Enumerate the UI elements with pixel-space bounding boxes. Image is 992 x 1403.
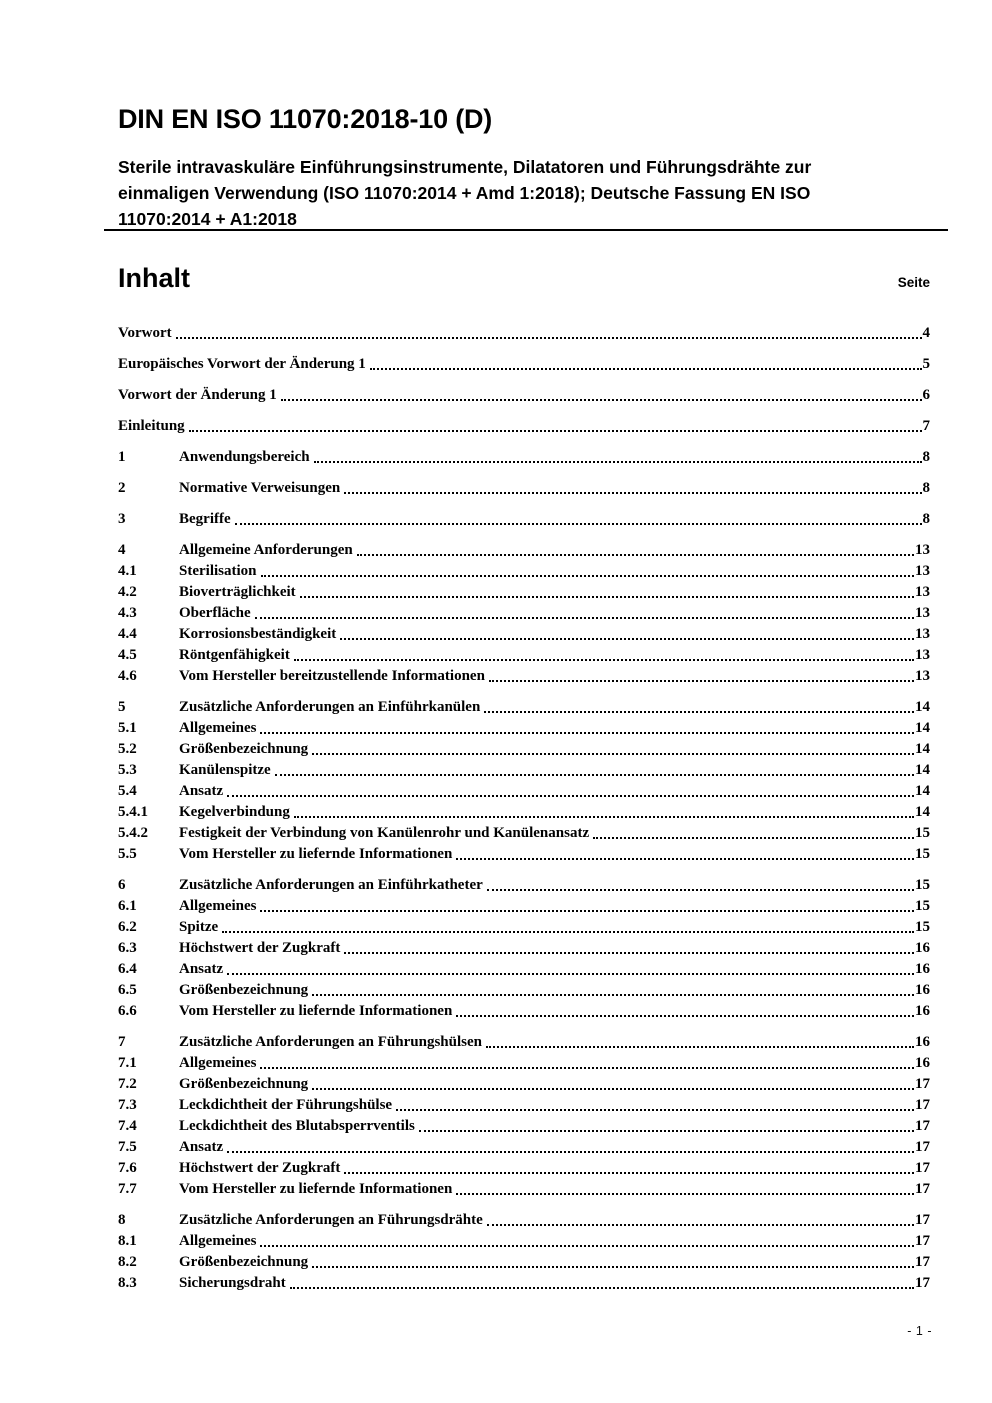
toc-entry: [118, 626, 930, 642]
toc-dot-leader: [452, 1003, 915, 1019]
toc-entry-page: 14: [915, 783, 930, 799]
toc-dot-leader: [308, 741, 915, 757]
toc-entry-label: Ansatz: [179, 783, 224, 799]
document-subtitle: [118, 154, 938, 232]
toc-entry-page: 16: [915, 982, 930, 998]
toc-entry-number: 5.4: [118, 783, 137, 799]
toc-entry: [118, 741, 930, 757]
toc-entry: [118, 563, 930, 579]
toc-entry-label: Vom Hersteller zu liefernde Informationen: [179, 1181, 453, 1197]
toc-entry: [118, 898, 930, 914]
toc-dot-leader: [485, 668, 915, 684]
toc-entry-label: Anwendungsbereich: [179, 449, 310, 465]
toc-dot-leader: [310, 449, 923, 465]
toc-page-column-label: Seite: [897, 275, 930, 290]
toc-entry: [118, 1034, 930, 1050]
toc-dot-leader: [223, 1139, 915, 1155]
toc-entry-page: 15: [915, 846, 930, 862]
toc-entry-label: Allgemeines: [179, 1233, 257, 1249]
toc-entry: [118, 387, 930, 403]
toc-entry: [118, 699, 930, 715]
header-divider: [104, 229, 948, 231]
toc-dot-leader: [452, 1181, 915, 1197]
toc-entry-number: 4.6: [118, 668, 137, 684]
toc-dot-leader: [336, 626, 915, 642]
toc-entry-number: 6.3: [118, 940, 137, 956]
toc-entry-number: 8.1: [118, 1233, 137, 1249]
toc-entry-page: 17: [915, 1275, 930, 1291]
toc-entry-label: Europäisches Vorwort der Änderung 1: [118, 356, 366, 372]
toc-entry-number: 5.1: [118, 720, 137, 736]
toc-entry: [118, 1275, 930, 1291]
toc-entry-page: 13: [915, 647, 930, 663]
toc-entry-page: 14: [915, 699, 930, 715]
toc-entry-label: Normative Verweisungen: [179, 480, 341, 496]
toc-entry-page: 16: [915, 1034, 930, 1050]
toc-dot-leader: [308, 1254, 915, 1270]
toc-entry-page: 15: [915, 919, 930, 935]
toc-entry-label: Kegelverbindung: [179, 804, 290, 820]
toc-entry: [118, 720, 930, 736]
toc-entry: [118, 940, 930, 956]
toc-dot-leader: [223, 961, 915, 977]
toc-entry-number: 7.2: [118, 1076, 137, 1092]
toc-entry-page: 8: [922, 480, 930, 496]
toc-entry-label: Bioverträglichkeit: [179, 584, 296, 600]
toc-entry-label: Vorwort der Änderung 1: [118, 387, 277, 403]
toc-entry-number: 6.6: [118, 1003, 137, 1019]
toc-entry: [118, 1160, 930, 1176]
toc-entry-number: 8: [118, 1212, 126, 1228]
toc-dot-leader: [256, 720, 915, 736]
toc-entry-label: Allgemeines: [179, 898, 257, 914]
toc-dot-leader: [589, 825, 915, 841]
toc-entry-label: Zusätzliche Anforderungen an Führungsdrähte: [179, 1212, 483, 1228]
toc-entry-label: Ansatz: [179, 961, 224, 977]
toc-entry-number: 6.5: [118, 982, 137, 998]
toc-entry-number: 5.5: [118, 846, 137, 862]
toc-entry-page: 17: [915, 1181, 930, 1197]
toc-entry-number: 6.4: [118, 961, 137, 977]
toc-entry-label: Allgemeine Anforderungen: [179, 542, 353, 558]
toc-entry-number: 3: [118, 511, 126, 527]
toc-entry-label: Allgemeines: [179, 1055, 257, 1071]
toc-entry-label: Größenbezeichnung: [179, 982, 309, 998]
toc-entry-page: 17: [915, 1233, 930, 1249]
toc-entry-page: 7: [922, 418, 930, 434]
subtitle-line: 11070:2014 + A1:2018: [118, 209, 297, 229]
toc-entry-page: 13: [915, 668, 930, 684]
toc-dot-leader: [308, 1076, 915, 1092]
toc-dot-leader: [480, 699, 915, 715]
toc-entry-label: Allgemeines: [179, 720, 257, 736]
toc-entry: [118, 1003, 930, 1019]
toc-entry-number: 5.2: [118, 741, 137, 757]
toc-dot-leader: [185, 418, 923, 434]
toc-entry-label: Höchstwert der Zugkraft: [179, 940, 341, 956]
toc-entry: [118, 480, 930, 496]
toc-entry-page: 13: [915, 584, 930, 600]
toc-entry-number: 5.4.1: [118, 804, 148, 820]
toc-dot-leader: [251, 605, 915, 621]
subtitle-line: Sterile intravaskuläre Einführungsinstrumente, Dilatatoren und Führungsdrähte zur: [118, 157, 812, 177]
toc-entry-number: 8.2: [118, 1254, 137, 1270]
toc-dot-leader: [256, 1233, 915, 1249]
toc-entry-page: 13: [915, 563, 930, 579]
toc-entry-number: 4.4: [118, 626, 137, 642]
toc-dot-leader: [452, 846, 915, 862]
toc-entry-page: 17: [915, 1160, 930, 1176]
toc-entry-label: Spitze: [179, 919, 219, 935]
toc-entry: [118, 1254, 930, 1270]
toc-entry: [118, 919, 930, 935]
toc-entry-label: Zusätzliche Anforderungen an Einführkatheter: [179, 877, 483, 893]
toc-entry-number: 2: [118, 480, 126, 496]
toc-entry-number: 7.4: [118, 1118, 137, 1134]
toc-entry-number: 4.2: [118, 584, 137, 600]
toc-entry: [118, 511, 930, 527]
toc-entry-page: 8: [922, 449, 930, 465]
toc-dot-leader: [223, 783, 915, 799]
toc-header: [118, 263, 930, 293]
toc-entry: [118, 1139, 930, 1155]
toc-entry-number: 4.5: [118, 647, 137, 663]
toc-entry-label: Leckdichtheit der Führungshülse: [179, 1097, 393, 1113]
toc-entry-label: Kanülenspitze: [179, 762, 271, 778]
toc-entry-page: 8: [922, 511, 930, 527]
toc-entry-page: 17: [915, 1076, 930, 1092]
table-of-contents: [118, 325, 930, 1306]
toc-dot-leader: [483, 877, 915, 893]
toc-entry: [118, 961, 930, 977]
toc-entry: [118, 1055, 930, 1071]
toc-entry-label: Höchstwert der Zugkraft: [179, 1160, 341, 1176]
toc-entry-number: 4: [118, 542, 126, 558]
toc-dot-leader: [256, 898, 915, 914]
toc-entry: [118, 783, 930, 799]
toc-entry-number: 6: [118, 877, 126, 893]
toc-entry-number: 7.6: [118, 1160, 137, 1176]
toc-entry: [118, 762, 930, 778]
toc-entry: [118, 584, 930, 600]
toc-dot-leader: [392, 1097, 915, 1113]
subtitle-line: einmaligen Verwendung (ISO 11070:2014 + Amd 1:2018); Deutsche Fassung EN ISO: [118, 183, 811, 203]
toc-entry-page: 15: [915, 825, 930, 841]
toc-entry: [118, 605, 930, 621]
toc-entry-page: 14: [915, 762, 930, 778]
toc-entry-label: Ansatz: [179, 1139, 224, 1155]
toc-entry: [118, 418, 930, 434]
toc-entry: [118, 982, 930, 998]
toc-dot-leader: [308, 982, 915, 998]
toc-entry-page: 6: [922, 387, 930, 403]
toc-entry-number: 7.3: [118, 1097, 137, 1113]
toc-dot-leader: [286, 1275, 915, 1291]
toc-entry: [118, 825, 930, 841]
toc-entry: [118, 325, 930, 341]
toc-entry-page: 13: [915, 542, 930, 558]
toc-entry-page: 16: [915, 961, 930, 977]
toc-entry-page: 14: [915, 720, 930, 736]
toc-entry-number: 5.3: [118, 762, 137, 778]
toc-entry-page: 5: [922, 356, 930, 372]
toc-entry-label: Einleitung: [118, 418, 185, 434]
toc-dot-leader: [290, 647, 915, 663]
toc-entry-label: Sterilisation: [179, 563, 257, 579]
toc-entry-page: 4: [922, 325, 930, 341]
toc-dot-leader: [415, 1118, 915, 1134]
toc-entry-label: Leckdichtheit des Blutabsperrventils: [179, 1118, 415, 1134]
toc-entry-number: 5.4.2: [118, 825, 148, 841]
toc-entry-label: Vom Hersteller zu liefernde Informationen: [179, 1003, 453, 1019]
toc-dot-leader: [483, 1212, 915, 1228]
toc-entry-label: Größenbezeichnung: [179, 1254, 309, 1270]
toc-entry: [118, 1212, 930, 1228]
toc-entry-page: 17: [915, 1118, 930, 1134]
toc-dot-leader: [340, 940, 915, 956]
toc-entry-label: Oberfläche: [179, 605, 251, 621]
toc-entry-page: 13: [915, 605, 930, 621]
toc-dot-leader: [257, 563, 916, 579]
toc-entry: [118, 542, 930, 558]
toc-entry: [118, 1076, 930, 1092]
toc-dot-leader: [296, 584, 915, 600]
toc-entry-page: 15: [915, 877, 930, 893]
toc-entry-page: 13: [915, 626, 930, 642]
toc-entry-number: 1: [118, 449, 126, 465]
toc-entry-page: 17: [915, 1097, 930, 1113]
toc-entry-label: Vom Hersteller zu liefernde Informationen: [179, 846, 453, 862]
toc-dot-leader: [218, 919, 915, 935]
toc-entry: [118, 1118, 930, 1134]
toc-entry-page: 16: [915, 1055, 930, 1071]
toc-entry-label: Zusätzliche Anforderungen an Führungshülsen: [179, 1034, 482, 1050]
toc-entry-label: Vorwort: [118, 325, 172, 341]
toc-entry: [118, 647, 930, 663]
toc-entry: [118, 356, 930, 372]
toc-entry: [118, 668, 930, 684]
toc-entry-label: Festigkeit der Verbindung von Kanülenrohr und Kanülenansatz: [179, 825, 590, 841]
toc-entry: [118, 1181, 930, 1197]
toc-dot-leader: [353, 542, 915, 558]
toc-entry-number: 4.1: [118, 563, 137, 579]
toc-entry-page: 17: [915, 1139, 930, 1155]
toc-entry: [118, 804, 930, 820]
toc-entry-number: 4.3: [118, 605, 137, 621]
toc-dot-leader: [290, 804, 915, 820]
toc-heading: Inhalt: [118, 263, 190, 293]
toc-entry: [118, 877, 930, 893]
toc-entry: [118, 1233, 930, 1249]
toc-dot-leader: [366, 356, 923, 372]
toc-entry-label: Röntgenfähigkeit: [179, 647, 290, 663]
toc-entry: [118, 449, 930, 465]
toc-entry: [118, 1097, 930, 1113]
toc-entry-number: 6.1: [118, 898, 137, 914]
toc-dot-leader: [172, 325, 923, 341]
toc-dot-leader: [482, 1034, 915, 1050]
toc-entry-number: 6.2: [118, 919, 137, 935]
toc-dot-leader: [231, 511, 923, 527]
toc-entry-label: Begriffe: [179, 511, 231, 527]
document-title: DIN EN ISO 11070:2018-10 (D): [118, 104, 493, 135]
toc-entry-number: 7.7: [118, 1181, 137, 1197]
toc-entry-page: 17: [915, 1254, 930, 1270]
toc-entry-label: Korrosionsbeständigkeit: [179, 626, 337, 642]
toc-entry-label: Größenbezeichnung: [179, 1076, 309, 1092]
toc-dot-leader: [256, 1055, 915, 1071]
toc-entry-label: Vom Hersteller bereitzustellende Informationen: [179, 668, 485, 684]
toc-entry-page: 17: [915, 1212, 930, 1228]
toc-entry-page: 15: [915, 898, 930, 914]
toc-dot-leader: [340, 1160, 915, 1176]
toc-entry-page: 14: [915, 804, 930, 820]
toc-entry-label: Sicherungsdraht: [179, 1275, 286, 1291]
toc-entry-page: 14: [915, 741, 930, 757]
toc-entry-number: 7.1: [118, 1055, 137, 1071]
toc-entry-label: Größenbezeichnung: [179, 741, 309, 757]
toc-entry-page: 16: [915, 1003, 930, 1019]
toc-entry: [118, 846, 930, 862]
toc-dot-leader: [277, 387, 923, 403]
toc-entry-label: Zusätzliche Anforderungen an Einführkanülen: [179, 699, 481, 715]
toc-entry-number: 7: [118, 1034, 126, 1050]
toc-entry-number: 5: [118, 699, 126, 715]
page-number-footer: - 1 -: [907, 1324, 932, 1338]
toc-entry-page: 16: [915, 940, 930, 956]
toc-dot-leader: [340, 480, 922, 496]
toc-dot-leader: [271, 762, 915, 778]
toc-entry-number: 7.5: [118, 1139, 137, 1155]
toc-entry-number: 8.3: [118, 1275, 137, 1291]
